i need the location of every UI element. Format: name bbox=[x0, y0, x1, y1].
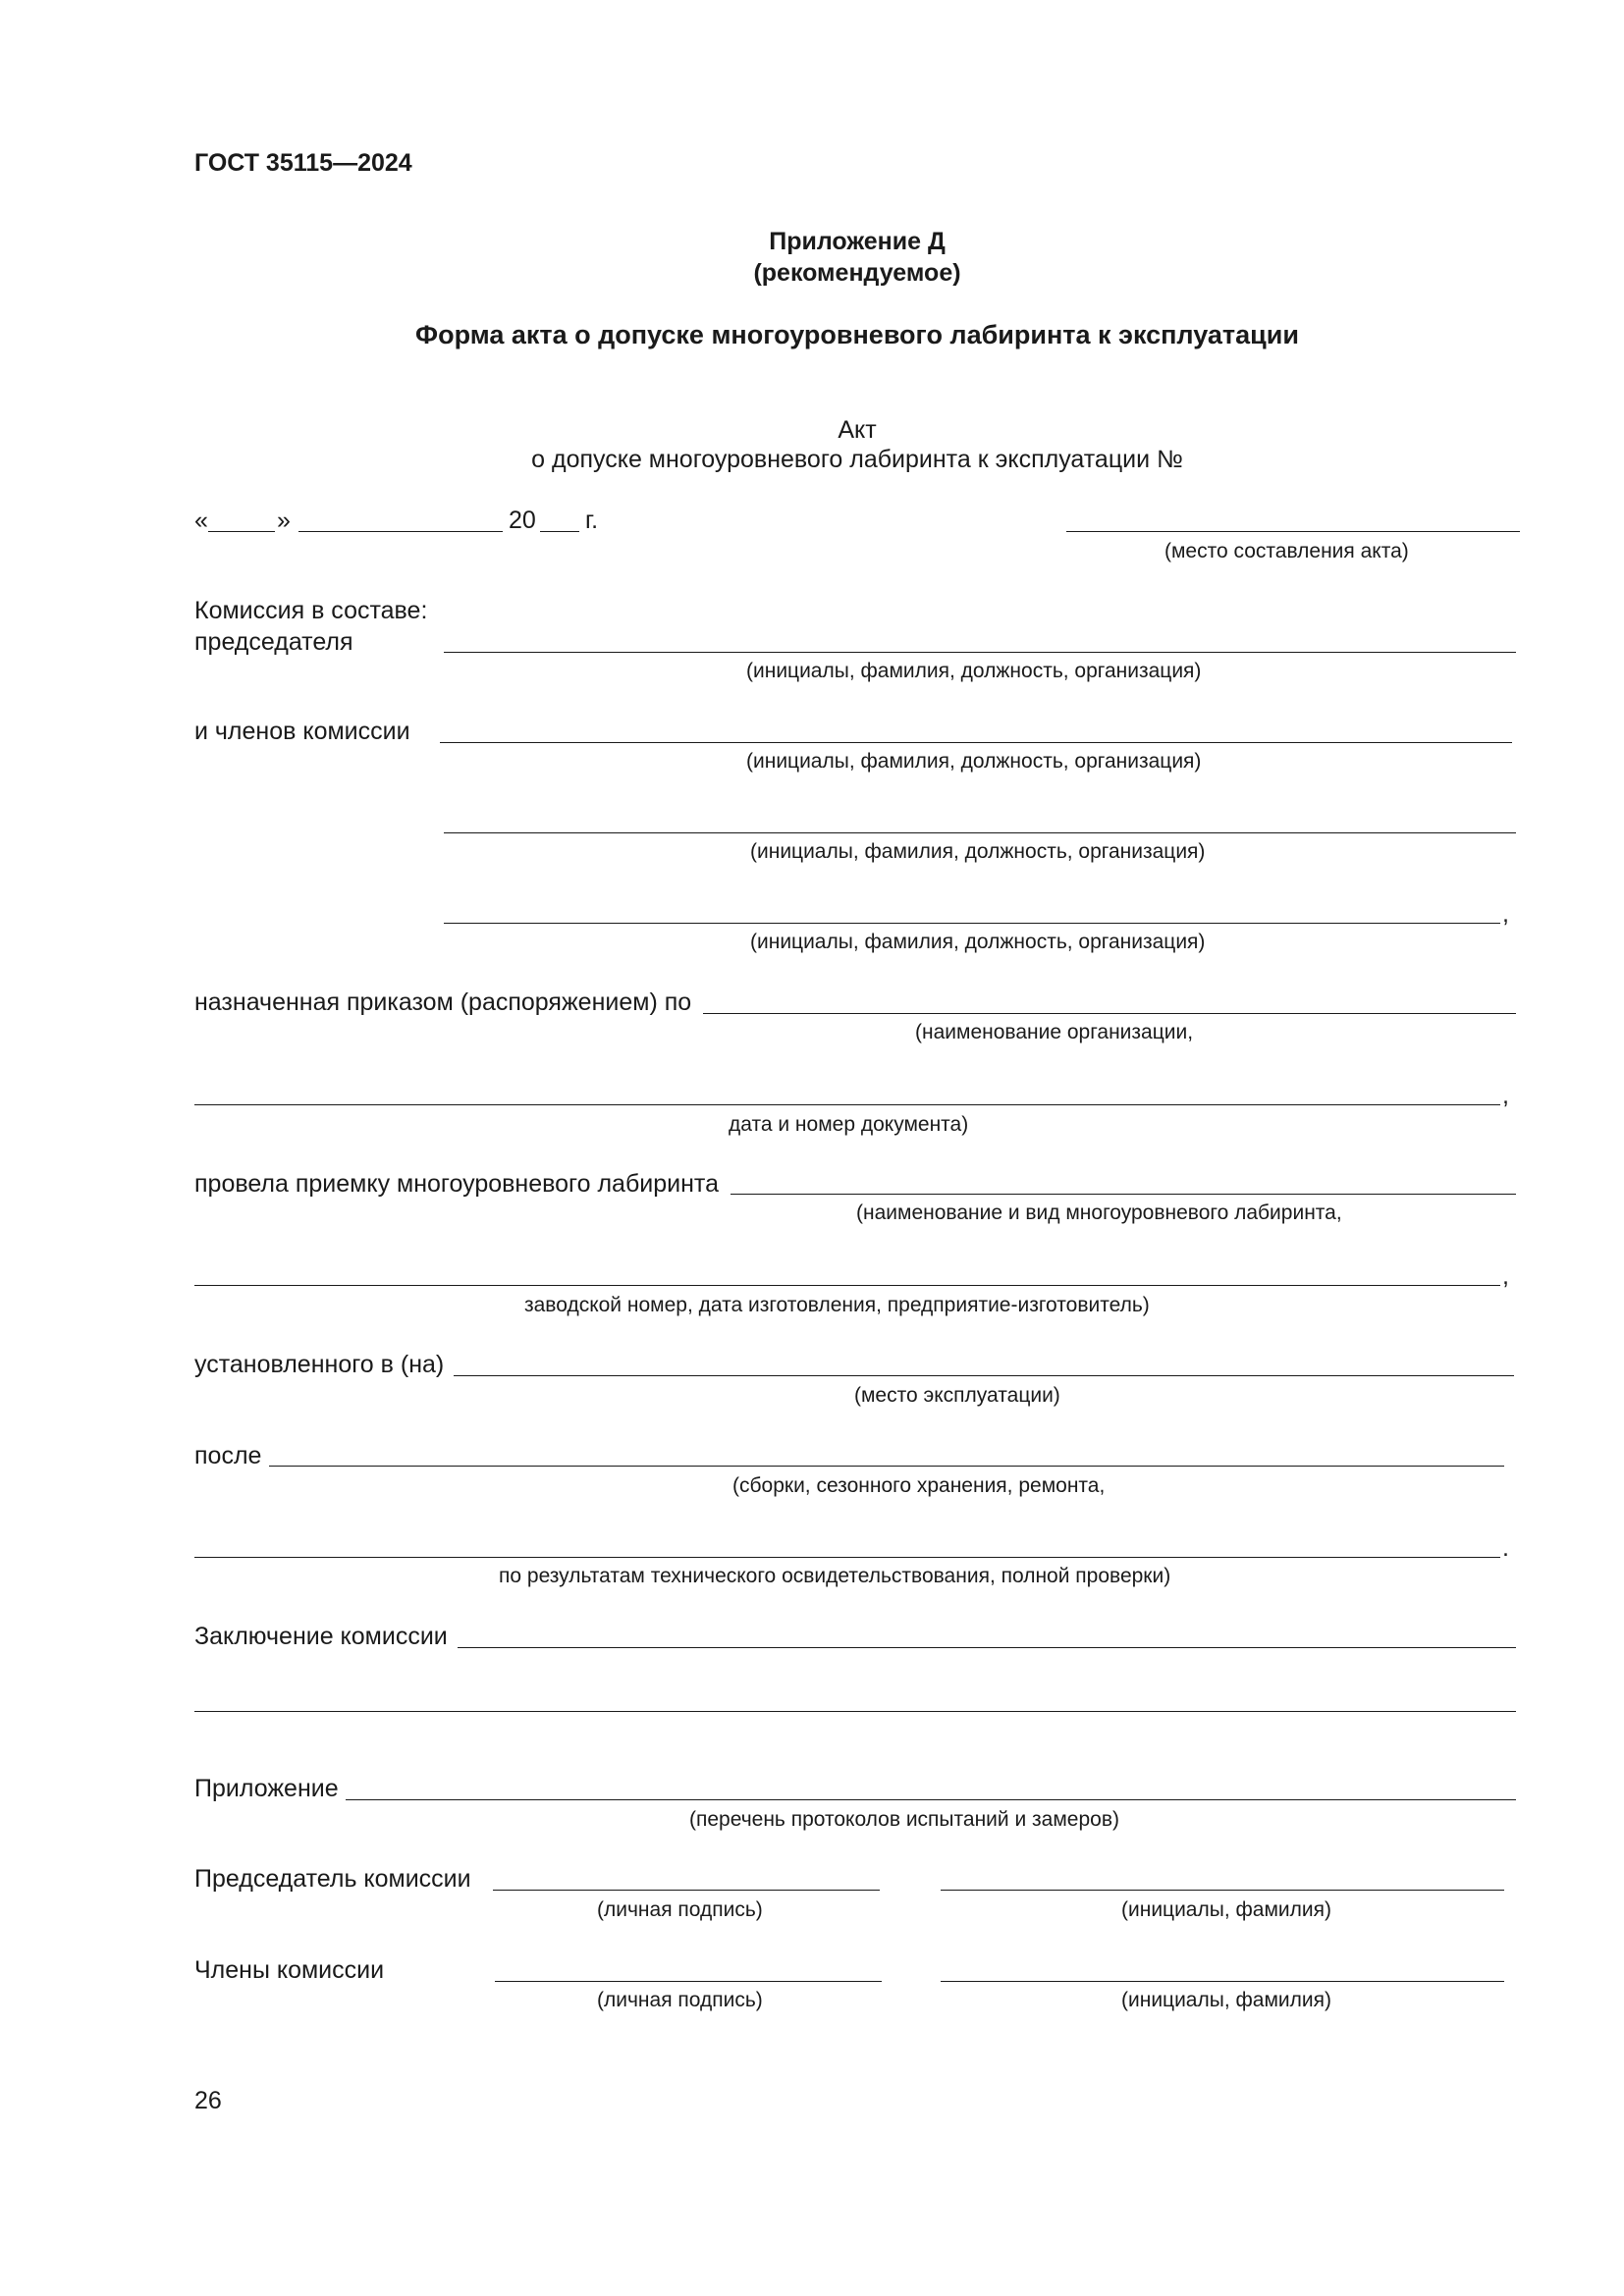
place-field[interactable] bbox=[1066, 531, 1520, 532]
chairman-signature-label: Председатель комиссии bbox=[194, 1865, 471, 1893]
after-caption-1: (сборки, сезонного хранения, ремонта, bbox=[732, 1474, 1106, 1497]
order-organization-field[interactable] bbox=[703, 1013, 1516, 1014]
appendix-heading: Форма акта о допуске многоуровневого лабиринта к эксплуатации bbox=[415, 320, 1299, 349]
maze-details-field[interactable] bbox=[194, 1285, 1500, 1286]
member-3-comma: , bbox=[1502, 900, 1509, 928]
conclusion-field-2[interactable] bbox=[194, 1711, 1516, 1712]
place-caption: (место составления акта) bbox=[1164, 540, 1409, 562]
acceptance-label: провела приемку многоуровневого лабиринта bbox=[194, 1170, 719, 1198]
appendix-title: Приложение Д bbox=[769, 228, 946, 255]
page-number: 26 bbox=[194, 2087, 222, 2114]
chairman-caption: (инициалы, фамилия, должность, организация) bbox=[746, 660, 1202, 682]
commission-intro: Комиссия в составе: bbox=[194, 597, 428, 624]
act-subtitle: о допуске многоуровневого лабиринта к эксплуатации № bbox=[531, 446, 1183, 473]
acceptance-caption-2: заводской номер, дата изготовления, предприятие-изготовитель) bbox=[524, 1294, 1150, 1316]
installed-caption: (место эксплуатации) bbox=[854, 1384, 1060, 1407]
after-details-field[interactable] bbox=[194, 1557, 1500, 1558]
order-caption-2: дата и номер документа) bbox=[729, 1113, 969, 1136]
installed-place-field[interactable] bbox=[454, 1375, 1514, 1376]
member-3-caption: (инициалы, фамилия, должность, организация) bbox=[750, 931, 1206, 953]
date-close-quote: » bbox=[277, 507, 291, 534]
member-2-caption: (инициалы, фамилия, должность, организация) bbox=[750, 840, 1206, 863]
chairman-field[interactable] bbox=[444, 652, 1516, 653]
member-name-caption: (инициалы, фамилия) bbox=[1121, 1989, 1331, 2011]
acceptance-comma: , bbox=[1502, 1262, 1509, 1290]
year-prefix: 20 bbox=[509, 507, 536, 534]
attachment-field[interactable] bbox=[346, 1799, 1516, 1800]
conclusion-field-1[interactable] bbox=[458, 1647, 1516, 1648]
member-2-field[interactable] bbox=[444, 832, 1516, 833]
chairman-signature-caption: (личная подпись) bbox=[597, 1898, 763, 1921]
appendix-status: (рекомендуемое) bbox=[753, 259, 961, 287]
member-signature-caption: (личная подпись) bbox=[597, 1989, 763, 2011]
member-1-caption: (инициалы, фамилия, должность, организация) bbox=[746, 750, 1202, 773]
attachment-caption: (перечень протоколов испытаний и замеров) bbox=[689, 1808, 1119, 1831]
member-3-field[interactable] bbox=[444, 923, 1500, 924]
after-caption-2: по результатам технического освидетельствования, полной проверки) bbox=[499, 1565, 1171, 1587]
chairman-name-caption: (инициалы, фамилия) bbox=[1121, 1898, 1331, 1921]
year-field[interactable] bbox=[540, 531, 579, 532]
month-field[interactable] bbox=[298, 531, 503, 532]
member-1-field[interactable] bbox=[440, 742, 1512, 743]
order-caption-1: (наименование организации, bbox=[915, 1021, 1194, 1043]
act-title: Акт bbox=[838, 416, 877, 444]
members-signature-label: Члены комиссии bbox=[194, 1956, 385, 1984]
chairman-label: председателя bbox=[194, 628, 353, 656]
acceptance-caption-1: (наименование и вид многоуровневого лабиринта, bbox=[856, 1201, 1342, 1224]
attachment-label: Приложение bbox=[194, 1775, 339, 1802]
after-period: . bbox=[1502, 1534, 1509, 1562]
chairman-name-field[interactable] bbox=[941, 1890, 1504, 1891]
conclusion-label: Заключение комиссии bbox=[194, 1623, 448, 1650]
date-open-quote: « bbox=[194, 507, 208, 534]
members-label: и членов комиссии bbox=[194, 718, 410, 745]
year-suffix: г. bbox=[585, 507, 599, 534]
member-signature-field[interactable] bbox=[495, 1981, 882, 1982]
order-document-field[interactable] bbox=[194, 1104, 1500, 1105]
maze-name-field[interactable] bbox=[731, 1194, 1516, 1195]
order-comma: , bbox=[1502, 1082, 1509, 1109]
day-field[interactable] bbox=[208, 531, 275, 532]
after-label: после bbox=[194, 1442, 262, 1469]
installed-label: установленного в (на) bbox=[194, 1351, 445, 1378]
chairman-signature-field[interactable] bbox=[493, 1890, 880, 1891]
order-label: назначенная приказом (распоряжением) по bbox=[194, 988, 692, 1016]
standard-designation: ГОСТ 35115—2024 bbox=[194, 149, 412, 177]
after-reason-field[interactable] bbox=[269, 1466, 1504, 1467]
member-name-field[interactable] bbox=[941, 1981, 1504, 1982]
